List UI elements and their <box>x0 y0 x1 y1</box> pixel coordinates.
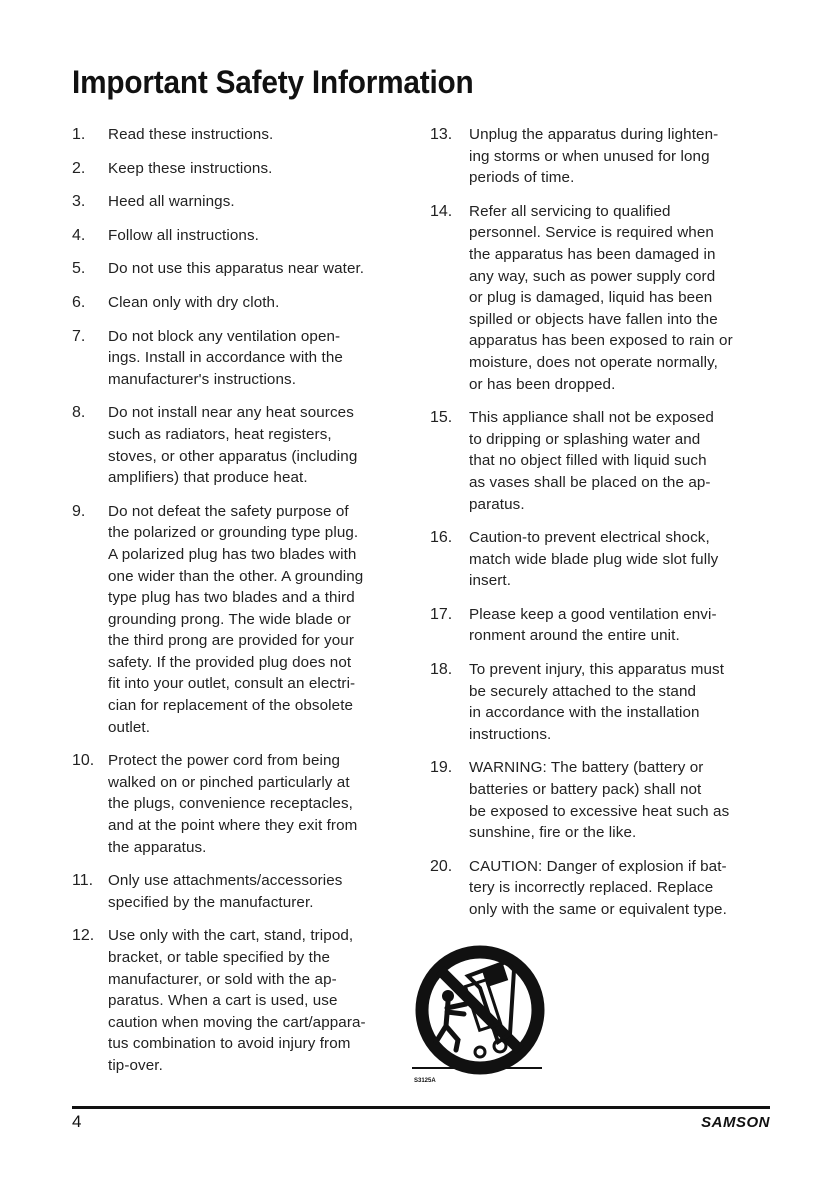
list-item <box>72 158 412 180</box>
list-item <box>72 750 412 858</box>
symbol-code: S3125A <box>414 1078 436 1084</box>
item-number: 13. <box>430 126 453 143</box>
item-text: Do not block any ventilation open- ings. Install in accordance with the manufacturer's instructions. <box>108 327 343 388</box>
list-item <box>72 326 412 391</box>
list-item <box>430 201 775 395</box>
left-column <box>72 124 412 1089</box>
item-number: 20. <box>430 857 453 875</box>
item-number: 5. <box>72 260 86 278</box>
list-item <box>72 191 412 213</box>
list-item <box>72 258 412 280</box>
item-number: 17. <box>430 605 453 623</box>
list-item <box>430 604 775 647</box>
brand-logo: SAMSON <box>701 1114 770 1131</box>
item-text: Do not defeat the safety purpose of the polarized or grounding type plug. A polarized plug has two blades with one wider than the other. A grounding type plug has two blades and a third grounding prong. The wide blade or the third prong are provided for your safety. If the provided plug does not fit into your outlet, consult an electri- cian for replacement of the obsolete outlet. <box>108 502 364 736</box>
item-number: 7. <box>72 327 86 345</box>
item-text: Read these instructions. <box>108 126 274 143</box>
item-text: Clean only with dry cloth. <box>108 293 280 311</box>
item-text: This appliance shall not be exposed to dripping or splashing water and that no object filled with liquid such as vases shall be placed on the ap- paratus. <box>469 409 714 513</box>
item-number: 19. <box>430 759 453 777</box>
item-number: 15. <box>430 409 453 427</box>
item-number: 12. <box>72 927 95 945</box>
list-item <box>72 124 412 146</box>
list-item <box>72 501 412 739</box>
item-text: Do not install near any heat sources such as radiators, heat registers, stoves, or other apparatus (including amplifiers) that produce heat. <box>108 404 358 487</box>
item-number: 18. <box>430 661 453 679</box>
item-number: 9. <box>72 502 86 520</box>
item-number: 10. <box>72 752 95 770</box>
item-text: Caution-to prevent electrical shock, match wide blade plug wide slot fully insert. <box>469 529 719 590</box>
item-text: Protect the power cord from being walked on or pinched particularly at the plugs, convenience receptacles, and at the point where they exit from the apparatus. <box>108 752 358 856</box>
list-item <box>72 925 412 1076</box>
item-text: Use only with the cart, stand, tripod, bracket, or table specified by the manufacturer, or sold with the ap- paratus. When a cart is used, use caution when moving the cart/appara- tus combination to avoid injury from tip-over. <box>108 927 366 1074</box>
item-text: Refer all servicing to qualified personnel. Service is required when the apparatus has been damaged in any way, such as power supply cord or plug is damaged, liquid has been spilled or objects have fallen into the apparatus has been exposed to rain or moisture, does not operate normally, or has been dropped. <box>469 202 733 393</box>
item-number: 4. <box>72 226 86 244</box>
item-text: Heed all warnings. <box>108 193 235 211</box>
item-number: 8. <box>72 404 86 422</box>
list-item <box>430 124 775 189</box>
item-text: WARNING: The battery (battery or batteries or battery pack) shall not be exposed to excessive heat such as sunshine, fire or the like. <box>469 759 730 842</box>
list-item <box>430 757 775 843</box>
cart-tip-over-warning-icon <box>402 942 550 1086</box>
item-text: Follow all instructions. <box>108 226 259 244</box>
item-number: 6. <box>72 293 86 311</box>
item-text: Please keep a good ventilation envi- ronment around the entire unit. <box>469 605 717 645</box>
list-item <box>72 402 412 488</box>
item-number: 1. <box>72 126 86 143</box>
item-number: 2. <box>72 159 86 177</box>
item-number: 3. <box>72 193 86 211</box>
item-number: 16. <box>430 529 453 547</box>
item-text: Unplug the apparatus during lighten- ing storms or when unused for long periods of time. <box>469 126 719 187</box>
item-text: Do not use this apparatus near water. <box>108 260 365 278</box>
item-text: CAUTION: Danger of explosion if bat- tery is incorrectly replaced. Replace only with the same or equivalent type. <box>469 857 727 918</box>
list-item <box>72 292 412 314</box>
list-item <box>430 659 775 745</box>
item-number: 14. <box>430 202 453 220</box>
right-column <box>430 124 775 933</box>
item-text: To prevent injury, this apparatus must be securely attached to the stand in accordance with the installation instructions. <box>469 661 725 743</box>
item-text: Only use attachments/accessories specified by the manufacturer. <box>108 872 343 911</box>
item-text: Keep these instructions. <box>108 159 273 177</box>
list-item <box>72 870 412 913</box>
list-item <box>430 527 775 592</box>
list-item <box>430 407 775 515</box>
footer-rule <box>72 1106 770 1109</box>
list-item <box>72 225 412 247</box>
item-number: 11. <box>72 872 94 890</box>
page-title: Important Safety Information <box>72 64 474 100</box>
list-item <box>430 856 775 921</box>
page-number: 4 <box>72 1112 82 1131</box>
